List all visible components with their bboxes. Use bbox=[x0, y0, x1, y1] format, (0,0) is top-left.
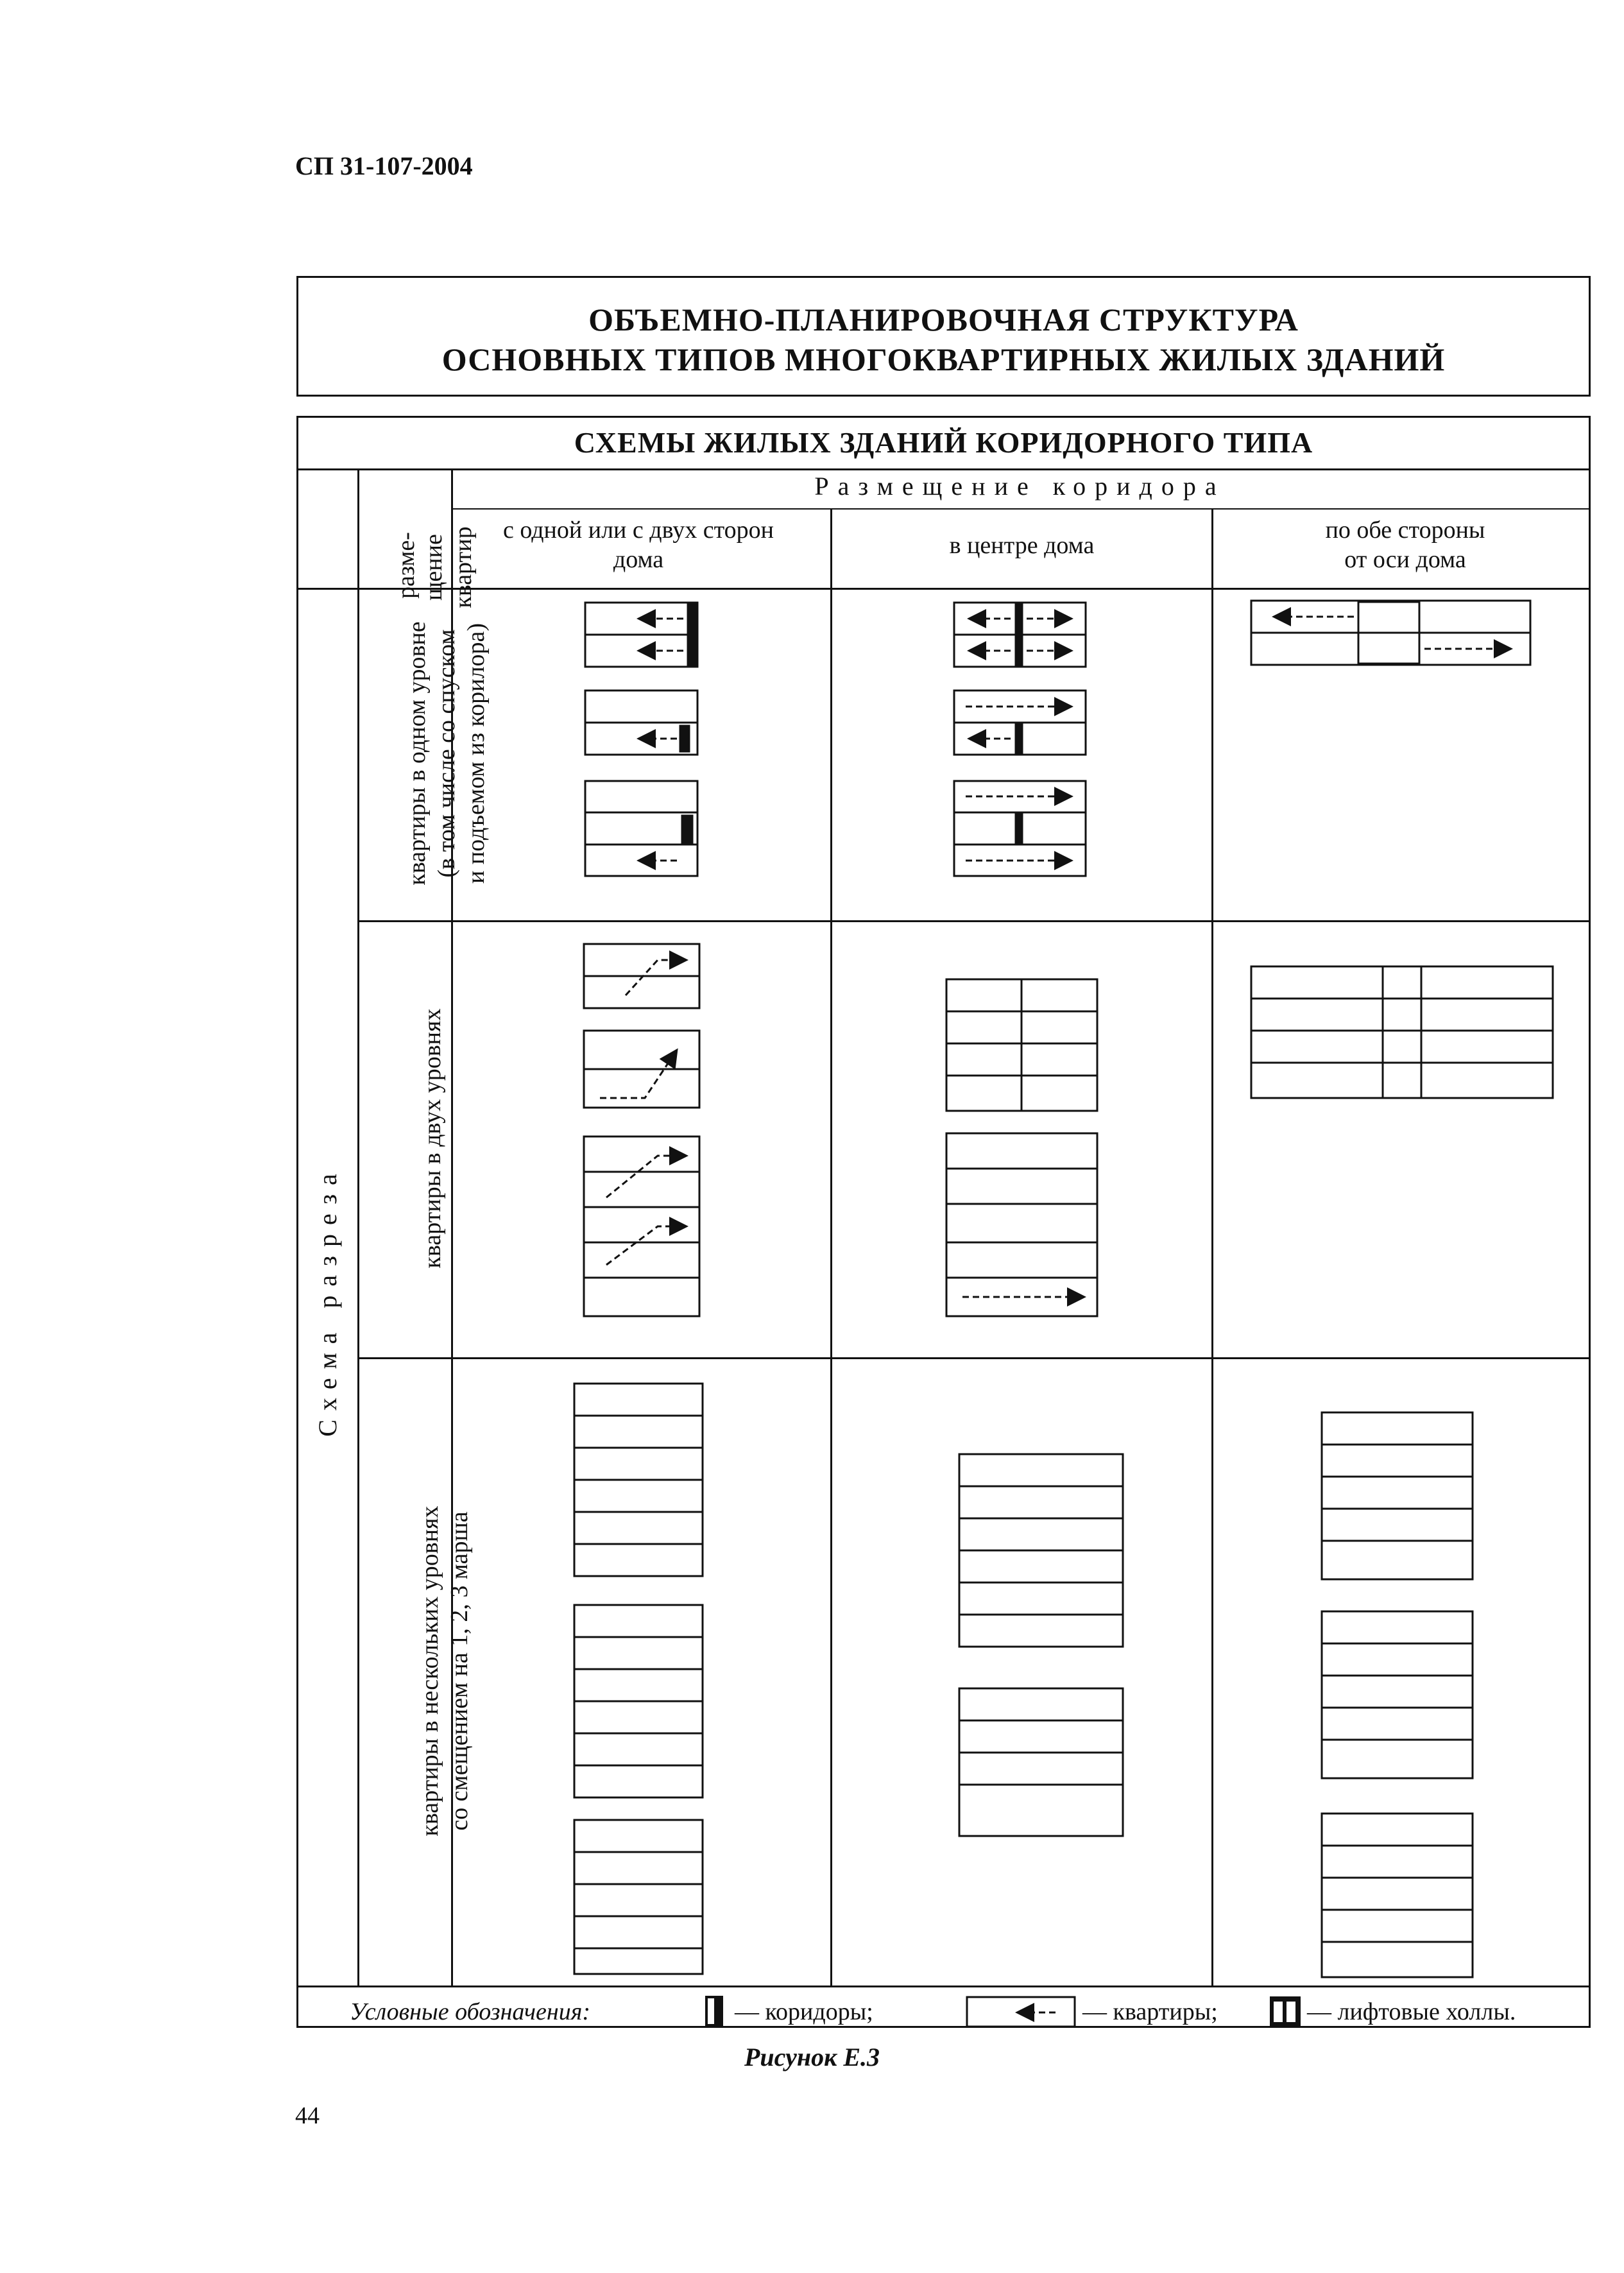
scheme-two-level-center bbox=[946, 979, 1097, 1316]
schemes-table bbox=[296, 416, 1591, 2028]
row-2-label: квартиры в двух уровнях bbox=[419, 1008, 446, 1269]
corridor-header: Размещение коридора bbox=[814, 472, 1226, 501]
section-schemes bbox=[298, 418, 1589, 2026]
apartment-symbol-icon bbox=[966, 1996, 1076, 2028]
figure-title-box bbox=[296, 276, 1591, 397]
page-number: 44 bbox=[295, 2102, 320, 2129]
title-line-1: ОБЪЕМНО-ПЛАНИРОВОЧНАЯ СТРУКТУРА bbox=[588, 302, 1299, 338]
scheme-multi-level-side bbox=[574, 1384, 703, 1974]
section-label: Схема разреза bbox=[313, 1165, 342, 1437]
legend-lift-halls: — лифтовые холлы. bbox=[1307, 1998, 1516, 2025]
document-code: СП 31-107-2004 bbox=[295, 151, 473, 180]
legend-label: Условные обозначения: bbox=[350, 1998, 591, 2025]
column-header-one-or-two-sides: с одной или с двух сторон дома bbox=[502, 517, 774, 573]
corridor-symbol-icon bbox=[704, 1994, 726, 2029]
title-line-2: ОСНОВНЫХ ТИПОВ МНОГОКВАРТИРНЫХ ЖИЛЫХ ЗДАНИЙ bbox=[441, 341, 1446, 377]
scheme-two-level-both-sides bbox=[1251, 966, 1553, 1098]
placement-header-line-3: квартир bbox=[450, 526, 477, 608]
scheme-multi-level-both-sides bbox=[1322, 1412, 1473, 1977]
row-1-label-line-3: и подъемом из корилора) bbox=[463, 623, 490, 884]
scheme-single-level-side bbox=[585, 603, 697, 876]
placement-header-line-1: разме- bbox=[393, 532, 420, 599]
legend-corridors: — коридоры; bbox=[735, 1998, 873, 2025]
placement-header-line-2: щение bbox=[420, 534, 447, 601]
scheme-multi-level-center bbox=[959, 1454, 1123, 1836]
figure-caption: Рисунок Е.3 bbox=[744, 2043, 880, 2071]
legend-apartments: — квартиры; bbox=[1082, 1998, 1218, 2025]
row-1-label-line-2: (в том числе со спуском bbox=[433, 629, 460, 878]
lift-hall-symbol-icon bbox=[1269, 1995, 1302, 2029]
row-3-label-line-1: квартиры в нескольких уровнях bbox=[416, 1505, 443, 1837]
column-header-center: в центре дома bbox=[949, 532, 1095, 559]
table-heading: СХЕМЫ ЖИЛЫХ ЗДАНИЙ КОРИДОРНОГО ТИПА bbox=[574, 426, 1313, 459]
row-3-label-line-2: со смещением на 1, 2, 3 марша bbox=[446, 1511, 473, 1831]
scheme-two-level-side bbox=[584, 944, 699, 1316]
scheme-single-level-both-sides bbox=[1251, 601, 1530, 665]
column-header-both-sides: по обе стороны от оси дома bbox=[1325, 517, 1485, 573]
row-1-label-line-1: квартиры в одном уровне bbox=[404, 621, 431, 886]
scheme-single-level-center bbox=[954, 603, 1086, 876]
